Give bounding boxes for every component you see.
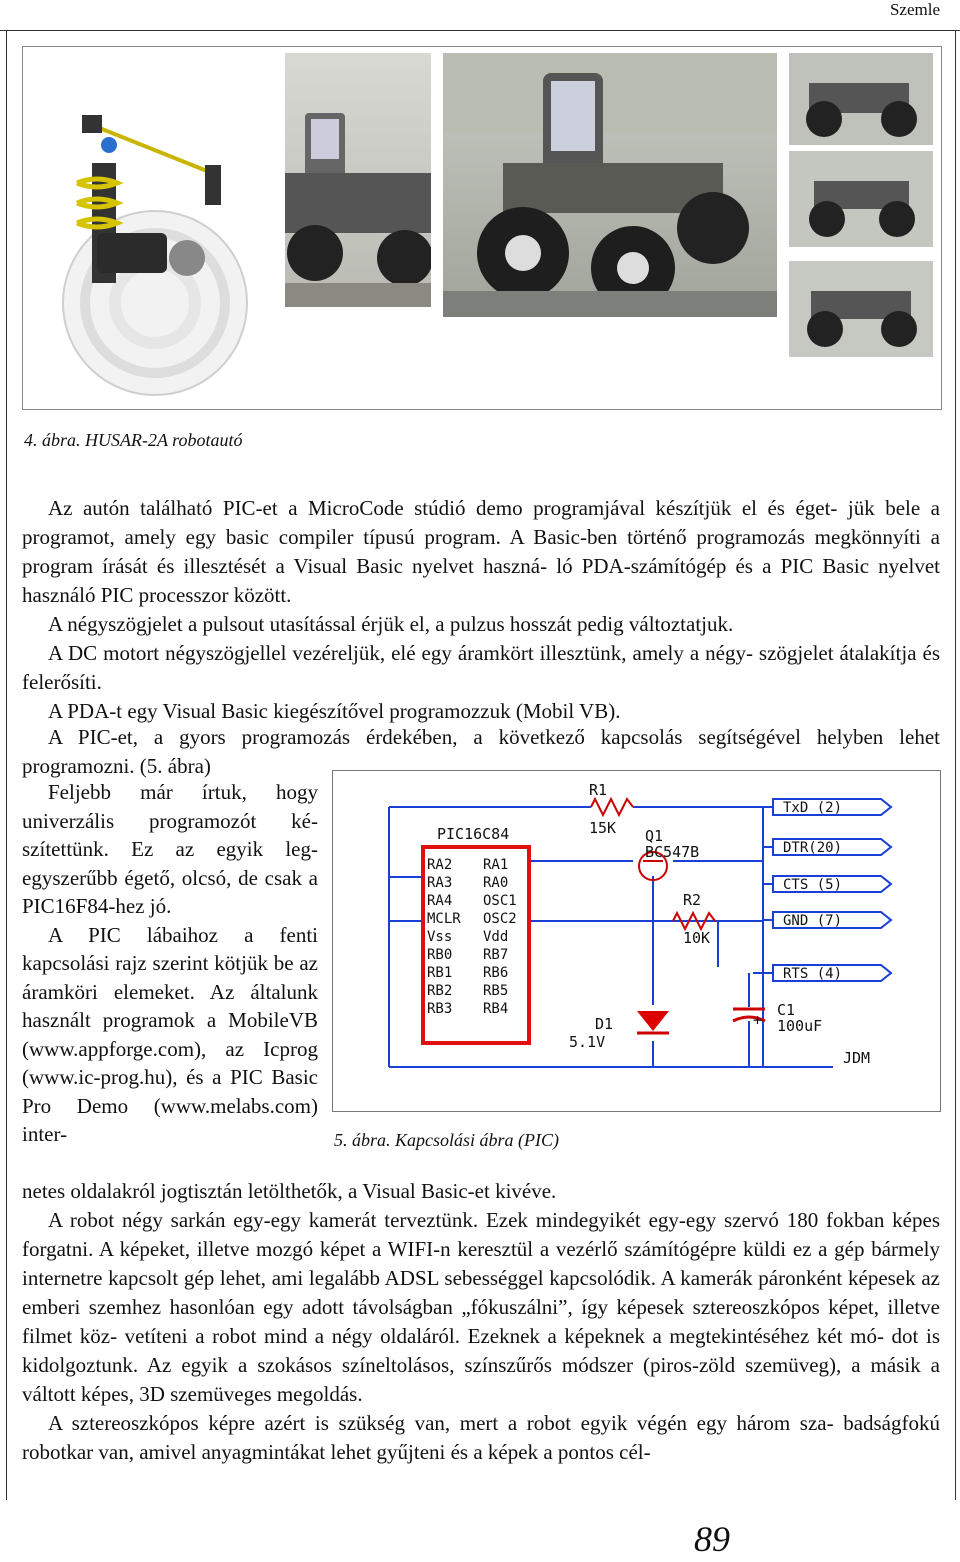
body-text-top <box>22 494 940 726</box>
pin-left: RA3 <box>427 875 453 891</box>
chip-label: PIC16C84 <box>437 825 510 843</box>
figure-4-caption: 4. ábra. HUSAR-2A robotautó <box>24 430 243 450</box>
photo-robot-thumb-1 <box>789 53 933 145</box>
header-rule <box>0 30 960 31</box>
pin-right: RB4 <box>483 1001 509 1017</box>
pin-right: OSC2 <box>483 911 517 927</box>
paragraph: Feljebb már írtuk, hogy univerzális programozót ké- szítettünk. Ez az egyik leg- egyszerűbb égető, olcsó, de csak a PIC16F84-hez jó. <box>22 780 318 918</box>
author-mark: JDM <box>843 1049 871 1067</box>
cad-wheel-render <box>37 53 273 397</box>
c1-plus: + <box>753 1011 763 1029</box>
d1-value: 5.1V <box>569 1033 606 1051</box>
pin-right: Vdd <box>483 929 509 945</box>
photo-robot-side <box>285 53 431 307</box>
pin-right: RA0 <box>483 875 509 891</box>
q1-value: BC547B <box>645 843 700 861</box>
pin-left: RB1 <box>427 965 453 981</box>
paragraph: A sztereoszkópos képre azért is szükség van, mert a robot egyik végén egy három sza- badságfokú robotkar van, amivel anyagmintákat lehet gyűjteni és a képek a pontos cél- <box>22 1411 940 1464</box>
pin-left: MCLR <box>427 911 461 927</box>
section-header: Szemle <box>889 0 940 19</box>
pin-left: RB3 <box>427 1001 453 1017</box>
pin-right: RB6 <box>483 965 509 981</box>
r1-label: R1 <box>589 781 608 799</box>
body-text-narrow <box>22 778 318 1149</box>
pin-left: Vss <box>427 929 453 945</box>
pin-right: RA1 <box>483 857 509 873</box>
paragraph: A robot négy sarkán egy-egy kamerát terveztünk. Ezek mindegyikét egy-egy szervó 180 fokban képes forgatni. A képeket, illetve mozgó képet a WIFI-n keresztül a vezérlő számítógépre küldi ez a gép bármely internetre kapcsolt gép lehet, ami legalább ADSL sebességgel kapcsolódik. A kamerák páronként képesek az emberi szemhez hasonlóan egy adott távolságban „fókuszálni”, így képesek sztereoszkópos képet, illetve filmet köz- vetíteni a robot mind a négy oldaláról. Ezeknek a képeknek a megtekintéséhez két mó- dot is kidolgoztunk. Az egyik a szokásos színeltolásos, színszűrős módszer (piros-zöld szemüveg), a másik a váltott képes, 3D szemüveges megoldás. <box>22 1208 940 1406</box>
figure-5-schematic <box>332 770 941 1112</box>
r1-value: 15K <box>589 819 617 837</box>
pin-left: RA2 <box>427 857 453 873</box>
page-number: 89 <box>694 1519 730 1559</box>
left-margin-rule <box>6 30 7 1500</box>
figure-5-caption: 5. ábra. Kapcsolási ábra (PIC) <box>334 1130 559 1150</box>
c1-value: 100uF <box>777 1017 823 1035</box>
pin-left: RB0 <box>427 947 453 963</box>
body-text-bottom <box>22 1177 940 1467</box>
photo-robot-main <box>443 53 777 317</box>
paragraph: A PIC lábaihoz a fenti kapcsolási rajz szerint kötjük be az áramköri elemeket. Az általunk használt programok a MobileVB (www.appforge.com), az Icprog (www.ic-prog.hu), és a PIC Basic Pro Demo (www.melabs.com) inter- <box>22 922 318 1146</box>
port-label: RTS (4) <box>783 966 843 982</box>
paragraph: A PDA-t egy Visual Basic kiegészítővel programozzuk (Mobil VB). <box>48 699 621 723</box>
paragraph: A négyszögjelet a pulsout utasítással érjük el, a pulzus hosszát pedig változtatjuk. <box>48 612 734 636</box>
pin-right: OSC1 <box>483 893 517 909</box>
r2-value: 10K <box>683 929 711 947</box>
photo-robot-thumb-3 <box>789 261 933 357</box>
right-margin-rule <box>955 30 956 1500</box>
paragraph: A PIC-et, a gyors programozás érdekében, a következő kapcsolás segítségével helyben lehet programozni. (5. ábra) <box>22 725 940 778</box>
r2-label: R2 <box>683 891 702 909</box>
pin-left: RB2 <box>427 983 453 999</box>
pin-right: RB5 <box>483 983 509 999</box>
photo-robot-thumb-2 <box>789 151 933 247</box>
port-label: TxD (2) <box>783 800 843 816</box>
paragraph: Az autón található PIC-et a MicroCode stúdió demo programjával készítjük el és éget- jük bele a programot, amely egy basic compiler típusú program. A Basic-ben történő programozás megkönnyíti a program írását és illesztését a Visual Basic nyelvet haszná- ló PDA-számítógép és a PIC Basic nyelvet használó PIC processzor között. <box>22 496 940 607</box>
q1-label: Q1 <box>645 827 664 845</box>
pin-right: RB7 <box>483 947 509 963</box>
port-label: GND (7) <box>783 913 843 929</box>
pin-left: RA4 <box>427 893 453 909</box>
port-label: DTR(20) <box>783 840 843 856</box>
paragraph: A DC motort négyszögjellel vezéreljük, elé egy áramkört illesztünk, amely a négy- szögjelet átalakítja és felerősíti. <box>22 641 940 694</box>
d1-label: D1 <box>595 1015 614 1033</box>
figure-4-frame <box>22 46 942 410</box>
port-label: CTS (5) <box>783 877 843 893</box>
c1-label: C1 <box>777 1001 796 1019</box>
paragraph: netes oldalakról jogtisztán letölthetők, a Visual Basic-et kivéve. <box>22 1179 557 1203</box>
